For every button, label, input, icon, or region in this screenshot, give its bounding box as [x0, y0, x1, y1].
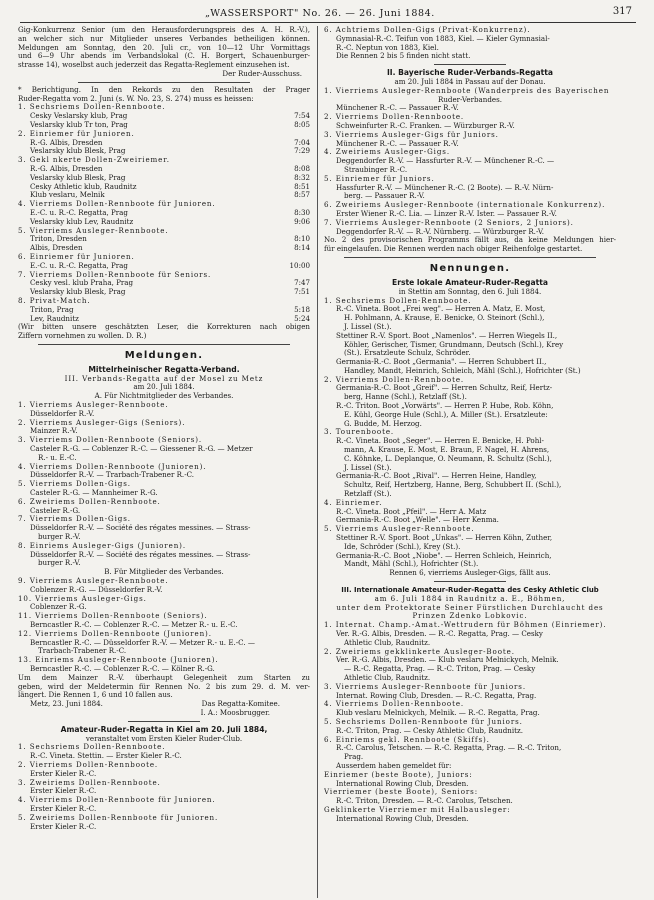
entry-race-title: 13. Einriems Ausleger-Rennboote (Junioren). — [18, 656, 219, 665]
entry-club-line: Coblenzer R.-G. — [30, 603, 87, 612]
entry-club-line: Erster Kieler R.-C. — [30, 787, 97, 796]
text-line: No. 2 des provisorischen Programms fällt aus, da keine Meldungen hier- — [324, 236, 616, 245]
text-line: an welcher sich nur Mitglieder unseres Verbandes betheiligen können. — [18, 34, 310, 43]
entry-club-line: R.- u. E.-C. — [38, 453, 77, 462]
result-club: Cesky Veslarsky klub, Prag — [30, 111, 128, 121]
result-time: 8:32 — [294, 172, 310, 182]
intro-text — [18, 26, 310, 70]
entry-club-line: burger R.-V. — [38, 559, 81, 568]
entry-club-line: berg, Hanne (Schl.), Retzlaff (St.). — [344, 393, 467, 402]
entry-note: Ruder-Verbandes. — [438, 95, 502, 104]
entry-race-title: 3. Vierriems Dollen-Rennboote (Seniors). — [18, 436, 203, 445]
left-column — [18, 26, 310, 831]
text-line: Gig-Konkurrenz Senior (um den Herausforderungspreis des A. H. R.-V.), — [18, 26, 310, 34]
entry-race-title: 10. Vierriems Ausleger-Gigs. — [18, 594, 147, 603]
result-club: Klub veslaru, Melnik — [30, 190, 105, 200]
mittelrhein-heading: Mittelrheinischer Regatta-Verband. — [88, 364, 240, 374]
result-club: Veslarsky klub Lev, Raudnitz — [30, 216, 134, 226]
mittelrhein-section-a: A. Für Nichtmitglieder des Verbandes. — [94, 392, 234, 401]
result-row — [18, 147, 310, 156]
berichtigung-text — [18, 86, 310, 104]
result-time: 8:08 — [294, 163, 310, 173]
entry-club-line: Straubinger R.-C. — [344, 165, 408, 174]
stettin-heading: Erste lokale Amateur-Ruder-Regatta — [392, 277, 548, 287]
entry-club-line: Germania-R.-C. Boot „Welle". — Herr Kenma. — [336, 516, 499, 525]
bayern-subheading: am 20. Juli 1884 in Passau auf der Donau. — [394, 77, 546, 86]
entry-club-line: Düsseldorfer R.-V. — Trarbach-Trabener R.-C. — [30, 471, 195, 480]
result-club: Veslarsky klub Tr ton, Prag — [30, 119, 128, 129]
results-table — [18, 103, 310, 323]
result-row — [18, 315, 310, 324]
cesky-subheading-1: am 6. Juli 1884 in Raudnitz a. E., Böhmen, — [374, 594, 566, 603]
cesky-heading: III. Internationale Amateur-Ruder-Regatta des Cesky Athletic Club — [341, 586, 599, 595]
entry-race-title: 1. Internat. Champ.-Amat.-Wettrudern für Böhmen (Einriemer). — [324, 621, 607, 630]
text-line: für eingelaufen. Die Rennen werden nach obiger Reihenfolge gestartet. — [324, 245, 583, 254]
entry-club-line: Hassfurter R.-V. — Münchener R.-C. (2 Boote). — R.-V. Nürn- — [336, 183, 554, 192]
entry-club-line: Gymnasial-R.-C. Teifun von 1883, Kiel. — Kieler Gymnasial- — [336, 34, 550, 43]
entry-club-line: Retzlaff (St.). — [344, 490, 392, 499]
text-line: (Wir bitten unsere geschätzten Leser, die Korrekturen nach obigen — [18, 323, 310, 332]
entry-club-line: Athletic Club, Raudnitz. — [344, 638, 431, 647]
entry-club-line: Internat. Rowing Club, Dresden. — R.-C. Regatta, Prag. — [336, 691, 537, 700]
mittelrhein-signer: I. A.: Moosbrugger. — [200, 708, 270, 717]
mittelrhein-sign-row — [18, 700, 310, 709]
entry-race-title: 3. Vierriems Ausleger-Rennboote für Juniors. — [324, 682, 526, 691]
entry-race-title: Geklinkerte Vierriemer mit Halbausleger: — [324, 805, 511, 814]
result-time: 7:51 — [294, 287, 310, 297]
entry-race-title: 2. Vierriems Dollen-Rennboote. — [324, 113, 465, 122]
result-club: R.-G. Albis, Dresden — [30, 163, 103, 173]
result-row — [18, 244, 310, 253]
entry-club-line: Casteler R.-G. — Mannheimer R.-G. — [30, 489, 158, 498]
entry-club-line: Ver. R.-G. Albis, Dresden. — R.-C. Regatta, Prag. — Cesky — [336, 630, 543, 638]
entry-race-title: Vierriemer (beste Boote), Seniors: — [324, 788, 479, 797]
entry-club-line: H. Pohlmann, A. Krause, E. Benicke, O. Steinort (Schl.), — [344, 314, 545, 323]
mittelrhein-note — [18, 674, 310, 700]
entry-club-line: Germania-R.-C. Boot „Germania". — Herren Schubbert II., — [336, 358, 547, 367]
entry-club-line: R.-C. Carolus, Tetschen. — R.-C. Regatta, Prag. — R.-C. Triton, — [336, 744, 562, 753]
meldungen-title: Meldungen. — [124, 349, 204, 361]
mittelrhein-place: Metz, 23. Juni 1884. — [30, 699, 103, 709]
text-line: Ziffern vornehmen zu wollen. D. R.) — [18, 332, 147, 341]
entry-club-line: Berncastler R.-C. — Coblenzer R.-C. — Metzer R.- u. E.-C. — [30, 621, 238, 629]
intro-signature: Der Ruder-Ausschuss. — [222, 69, 302, 78]
entry-club-line: Deggendorfer R.-V. — R.-V. Nürnberg. — Würzburger R.-V. — [336, 227, 544, 236]
entry-club-line: J. Lissel (St.). — [344, 463, 392, 472]
entry-club-line: International Rowing Club, Dresden. — [336, 779, 469, 788]
result-club: Triton, Prag — [30, 304, 74, 314]
mittelrhein-subheading: III. Verbands-Regatta auf der Mosel zu Metz — [64, 374, 264, 383]
entry-club-line: R.-C. Triton, Dresden. — R.-C. Carolus, Tetschen. — [336, 797, 513, 806]
result-race-title: 3. Gekl nkerte Dollen-Zweiriemer. — [18, 156, 170, 165]
kiel-subheading: veranstaltet vom Ersten Kieler Ruder-Club. — [85, 734, 243, 743]
entry-club-line: R.-C. Neptun von 1883, Kiel. — [336, 43, 439, 52]
entry-race-title: 6. Zweiriems Ausleger-Rennboote (internationale Konkurrenz). — [324, 201, 606, 210]
result-race-title: 2. Einriemer für Junioren. — [18, 129, 135, 138]
entry-race-title: 11. Vierriems Dollen-Rennboote (Seniors). — [18, 612, 208, 621]
section-rule — [128, 721, 200, 722]
entry-club-line: Prag. — [344, 753, 364, 762]
kiel-continued — [324, 26, 616, 61]
entry-club-line: Ver. R.-G. Albis, Dresden. — Klub veslaru Melnickych, Melnik. — [336, 656, 559, 665]
entry-club-line: International Rowing Club, Dresden. — [336, 814, 469, 823]
entry-club-line: Berncastler R.-C. — Düsseldorfer R.-V. — Metzer R.- u. E.-C. — — [30, 638, 255, 647]
entry-club-line: Berncastler R.-C. — Coblenzer R.-C. — Kölner R.-G. — [30, 664, 215, 673]
entry-club-line: Deggendorfer R.-V. — Hassfurter R.-V. — Münchener R.-C. — — [336, 157, 555, 166]
page-number: 317 — [612, 6, 632, 17]
entry-race-title: 3. Vierriems Ausleger-Gigs für Juniors. — [324, 130, 499, 139]
entry-club-line: Stettiner R.-V. Sport. Boot „Unkas". — Herren Köhn, Zuther, — [336, 534, 553, 543]
entry-race-title: 3. Tourenboote. — [324, 428, 395, 437]
entry-club-line: (St.). Ersatzleute Schulz, Schröder. — [344, 349, 471, 358]
entry-club-line: R.-C. Triton, Prag. — Cesky Athletic Club, Raudnitz. — [336, 726, 523, 735]
entry-race-title: 4. Vierriems Dollen-Rennboote für Junioren. — [18, 796, 216, 805]
entry-club-line: R.-C. Triton. Boot „Vorwärts". — Herren P. Hube, Rob. Köhn, — [336, 402, 554, 411]
column-divider — [317, 26, 318, 898]
result-time: 10:00 — [289, 260, 310, 270]
entry-race-title: 2. Zweiriems gekklinkerte Ausleger-Boote. — [324, 647, 515, 656]
result-row — [18, 288, 310, 297]
mittelrhein-entries — [18, 401, 310, 674]
entry-club-line: Germania-R.-C. Boot „Rival". — Herren Heine, Handley, — [336, 472, 537, 481]
kiel-heading: Amateur-Ruder-Regatta in Kiel am 20. Juli 1884, — [60, 724, 268, 734]
entry-club-line: Erster Wiener R.-C. Lia. — Linzer R.-V. Ister. — Passauer R.-V. — [336, 209, 557, 218]
entry-club-line: Klub veslaru Melnickych, Melnik. — R.-C. Regatta, Prag. — [336, 709, 540, 718]
entry-club-line: Casteler R.-G. — [30, 506, 81, 515]
entry-race-title: 6. Zweiriems Dollen-Rennboote. — [18, 497, 161, 506]
result-club: R.-G. Albis, Dresden — [30, 137, 103, 147]
cesky-subheading-3: Prinzen Zdenko Lobkovic. — [412, 612, 528, 621]
entry-club-line: burger R.-V. — [38, 533, 81, 542]
entry-race-title: 4. Vierriems Dollen-Rennboote. — [324, 700, 465, 709]
entry-club-line: Erster Kieler R.-C. — [30, 769, 97, 778]
result-time: 8:57 — [294, 190, 310, 200]
result-club: E.-C. u. R.-C. Regatta, Prag — [30, 207, 128, 217]
text-line: und 6—9 Uhr abends im Verbandslokal (C. H. Borgert, Schauenburger- — [18, 52, 310, 61]
result-club: E.-C. u. R.-C. Regatta, Prag — [30, 260, 128, 270]
result-club: Albis, Dresden — [30, 243, 83, 253]
result-time: 7:29 — [294, 146, 310, 156]
entry-club-line: Athletic Club, Raudnitz. — [344, 673, 431, 682]
entry-race-title: 2. Vierriems Ausleger-Gigs (Seniors). — [18, 418, 186, 427]
bayern-note — [324, 236, 616, 254]
entry-race-title: 8. Einriems Ausleger-Gigs (Junioren). — [18, 541, 186, 550]
section-rule — [344, 257, 596, 258]
entry-club-line: R.-C. Vineta. Stettin. — Erster Kieler R.-C. — [30, 752, 182, 761]
entry-club-line: Düsseldorfer R.-V. — [30, 409, 95, 418]
header-rule — [20, 22, 636, 23]
entry-race-title: 3. Zweiriems Dollen-Rennboote. — [18, 778, 161, 787]
entry-club-line: Erster Kieler R.-C. — [30, 822, 97, 831]
entry-race-title: 6. Einriems gekl. Rennboote (Skiffs). — [324, 735, 490, 744]
entry-club-line: Coblenzer R.-G. — Düsseldorfer R.-V. — [30, 585, 163, 594]
mittelrhein-committee: Das Regatta-Komitee. — [201, 699, 280, 709]
entry-club-line: Germania-R.-C. Boot „Niobe". — Herren Schleich, Heinrich, — [336, 551, 552, 560]
entry-club-line: E. Kühl, George Hule (Schl.), A. Miller (St.). Ersatzleute: — [344, 410, 548, 419]
entry-club-line: Handley, Mandt, Heinrich, Schleich, Mähl (Schl.), Hofrichter (St.) — [344, 366, 581, 375]
bayern-heading: II. Bayerische Ruder-Verbands-Regatta — [386, 68, 554, 78]
entry-race-title: Einriemer (beste Boote), Juniors: — [324, 770, 473, 779]
result-club: Triton, Dresden — [30, 234, 87, 244]
entry-race-title: 2. Vierriems Dollen-Rennboote. — [324, 375, 465, 384]
nennungen-title: Nennungen. — [429, 262, 511, 274]
text-line: strasse 14), woselbst auch jederzeit das Regatta-Reglement einzusehen ist. — [18, 61, 290, 70]
result-time: 8:05 — [294, 119, 310, 129]
result-race-title: 6. Einriemer für Junioren. — [18, 252, 135, 261]
result-race-title: 5. Vierriems Ausleger-Rennboote. — [18, 226, 169, 235]
entry-note: B. Für Mitglieder des Verbandes. — [104, 568, 224, 577]
entry-club-line: — R.-C. Regatta, Prag. — R.-C. Triton, Prag. — Cesky — [344, 665, 536, 674]
entry-club-line: Mainzer R.-V. — [30, 427, 78, 436]
section-rule — [434, 581, 506, 582]
result-club: Veslarsky klub Blesk, Prag — [30, 172, 126, 182]
entry-note: Rennen 6, vierriems Ausleger-Gigs, fällt aus. — [389, 569, 551, 578]
text-line: geben, wird der Meldetermin für Rennen No. 2 bis zum 29. d. M. ver- — [18, 682, 310, 691]
result-time: 8:14 — [294, 243, 310, 253]
entry-race-title: 12. Vierriems Dollen-Rennboote (Junioren). — [18, 629, 212, 638]
result-time: 8:30 — [294, 207, 310, 217]
text-line: Um dem Mainzer R.-V. überhaupt Gelegenheit zum Starten zu — [18, 673, 310, 682]
entry-club-line: Stettiner R.-V. Sport. Boot „Namenlos". — Herren Wiegels II., — [336, 331, 558, 340]
entry-club-line: berg. — Passauer R.-V. — [344, 192, 425, 201]
result-race-title: 1. Sechsriems Dollen-Rennboote. — [18, 103, 166, 112]
text-line: * Berichtigung. In den Rekords zu den Resultaten der Prager — [18, 85, 310, 94]
entry-race-title: 6. Achtriems Dollen-Gigs (Privat-Konkurrenz). — [324, 26, 531, 34]
text-line: längert. Die Rennen 1, 6 und 10 fallen aus. — [18, 691, 173, 700]
text-line: Ruder-Regatta vom 2. Juni (s. W. No. 23, S. 274) muss es heissen: — [18, 94, 254, 103]
stettin-entries — [324, 297, 616, 579]
result-time: 5:18 — [294, 304, 310, 314]
entry-race-title: 4. Einriemer. — [324, 498, 383, 507]
result-club: Veslarsky klub Blesk, Prag — [30, 287, 126, 297]
entry-club-line: mann, A. Krause, E. Most, E. Braun, F. Nagel, H. Ahrens, — [344, 446, 550, 455]
section-rule — [78, 82, 250, 83]
result-time: 7:47 — [294, 278, 310, 288]
kiel-entries — [18, 743, 310, 831]
page-header-title: „WASSERSPORT" No. 26. — 26. Juni 1884. — [205, 8, 435, 19]
entry-race-title: 5. Vierriems Ausleger-Rennboote. — [324, 525, 475, 534]
entry-club-line: Schultz, Reif, Hertzberg, Hanne, Berg, Schubbert II. (Schl.), — [344, 481, 562, 490]
cesky-subheading-2: unter dem Protektorate Seiner Fürstlichen Durchlaucht des — [336, 603, 604, 612]
entry-club-line: Die Rennen 2 bis 5 finden nicht statt. — [336, 52, 471, 61]
berichtigung-note — [18, 323, 310, 341]
entry-club-line: Ausserdem haben gemeldet für: — [336, 761, 452, 770]
result-row — [18, 218, 310, 227]
entry-club-line: Ide, Schröder (Schl.), Krey (St.). — [344, 542, 461, 551]
result-time: 5:24 — [294, 313, 310, 323]
entry-race-title: 9. Vierriems Ausleger-Rennboote. — [18, 577, 169, 586]
entry-club-line: J. Lissel (St.). — [344, 322, 392, 331]
entry-club-line: R.-C. Vineta. Boot „Seger". — Herren E. Benicke, H. Pohl- — [336, 437, 544, 446]
entry-club-line: Casteler R.-G. — Coblenzer R.-C. — Giessener R.-G. — Metzer — [30, 445, 253, 454]
entry-race-title: 1. Sechsriems Dollen-Rennboote. — [18, 743, 166, 752]
entry-race-title: 5. Sechsriems Dollen-Rennboote für Juniors. — [324, 717, 523, 726]
entry-club-line: Trarbach-Trabener R.-C. — [38, 647, 127, 656]
entry-race-title: 5. Zweiriems Dollen-Rennboote für Junioren. — [18, 813, 219, 822]
entry-club-line: R.-C. Vineta. Boot „Pfeil". — Herr A. Matz — [336, 507, 487, 516]
right-column — [324, 26, 616, 824]
entry-club-line: Köhler, Gerischer, Tismer, Grundmann, Deutsch (Schl.), Krey — [344, 340, 564, 349]
result-club: Cesky Athletic klub, Raudnitz — [30, 181, 137, 191]
bayern-entries — [324, 87, 616, 237]
result-row — [18, 191, 310, 200]
entry-race-title: 7. Vierriems Ausleger-Rennboote (2 Seniors, 2 Juniors). — [324, 218, 574, 227]
result-row — [18, 121, 310, 130]
result-time: 7:54 — [294, 111, 310, 121]
entry-race-title: 1. Vierriems Ausleger-Rennboote. — [18, 401, 169, 410]
entry-race-title: 5. Einriemer für Juniors. — [324, 174, 435, 183]
result-race-title: 7. Vierriems Dollen-Rennboote für Seniors. — [18, 270, 212, 279]
result-club: Lev, Raudnitz — [30, 313, 79, 323]
entry-club-line: C. Köhnke, L. Deplanque, O. Neumann, R. Schultz (Schl.), — [344, 454, 552, 463]
entry-club-line: Münchener R.-C. — Passauer R.-V. — [336, 104, 459, 113]
section-rule — [38, 344, 290, 345]
result-time: 9:06 — [294, 216, 310, 226]
result-time: 8:10 — [294, 234, 310, 244]
entry-race-title: 7. Vierriems Dollen-Gigs. — [18, 515, 131, 524]
entry-race-title: 1. Sechsriems Dollen-Rennboote. — [324, 296, 472, 305]
entry-club-line: G. Budde, M. Herzog. — [344, 419, 422, 428]
result-time: 7:04 — [294, 137, 310, 147]
cesky-entries — [324, 621, 616, 823]
text-line: Meldungen am Sonntag, den 20. Juli cr., von 10—12 Uhr Vormittags — [18, 43, 310, 52]
mittelrhein-date: am 20. Juli 1884. — [133, 383, 195, 392]
entry-club-line: Münchener R.-C. — Passauer R.-V. — [336, 139, 459, 148]
entry-race-title: 4. Zweiriems Ausleger-Gigs. — [324, 148, 450, 157]
result-time: 8:51 — [294, 181, 310, 191]
result-row — [18, 262, 310, 271]
entry-club-line: Germania-R.-C. Boot „Greif". — Herren Schultz, Reif, Hertz- — [336, 384, 553, 393]
entry-club-line: Schweinfurter R.-C. Franken. — Würzburger R.-V. — [336, 121, 515, 130]
entry-club-line: Düsseldorfer R.-V. — Société des régates messines. — Strass- — [30, 550, 251, 559]
result-race-title: 4. Vierriems Dollen-Rennboote für Junioren. — [18, 200, 216, 209]
entry-club-line: Erster Kieler R.-C. — [30, 804, 97, 813]
entry-race-title: 1. Vierriems Ausleger-Rennboote (Wanderpreis des Bayerischen — [324, 86, 610, 95]
section-rule — [434, 64, 506, 65]
entry-race-title: 5. Vierriems Dollen-Gigs. — [18, 480, 131, 489]
entry-race-title: 2. Vierriems Dollen-Rennboote. — [18, 760, 159, 769]
entry-race-title: 4. Vierriems Dollen-Rennboote (Junioren). — [18, 462, 207, 471]
result-club: Veslarsky klub Blesk, Prag — [30, 146, 126, 156]
entry-club-line: R.-C. Vineta. Boot „Frei weg". — Herren A. Matz, E. Most, — [336, 305, 546, 314]
result-club: Cesky vesl. klub Praha, Prag — [30, 278, 134, 288]
entry-club-line: Düsseldorfer R.-V. — Société des régates messines. — Strass- — [30, 524, 251, 533]
entry-club-line: Mandt, Mähl (Schl.), Hofrichter (St.). — [344, 560, 479, 569]
stettin-subheading: in Stettin am Sonntag, den 6. Juli 1884. — [398, 287, 542, 296]
result-race-title: 8. Privat-Match. — [18, 296, 91, 305]
